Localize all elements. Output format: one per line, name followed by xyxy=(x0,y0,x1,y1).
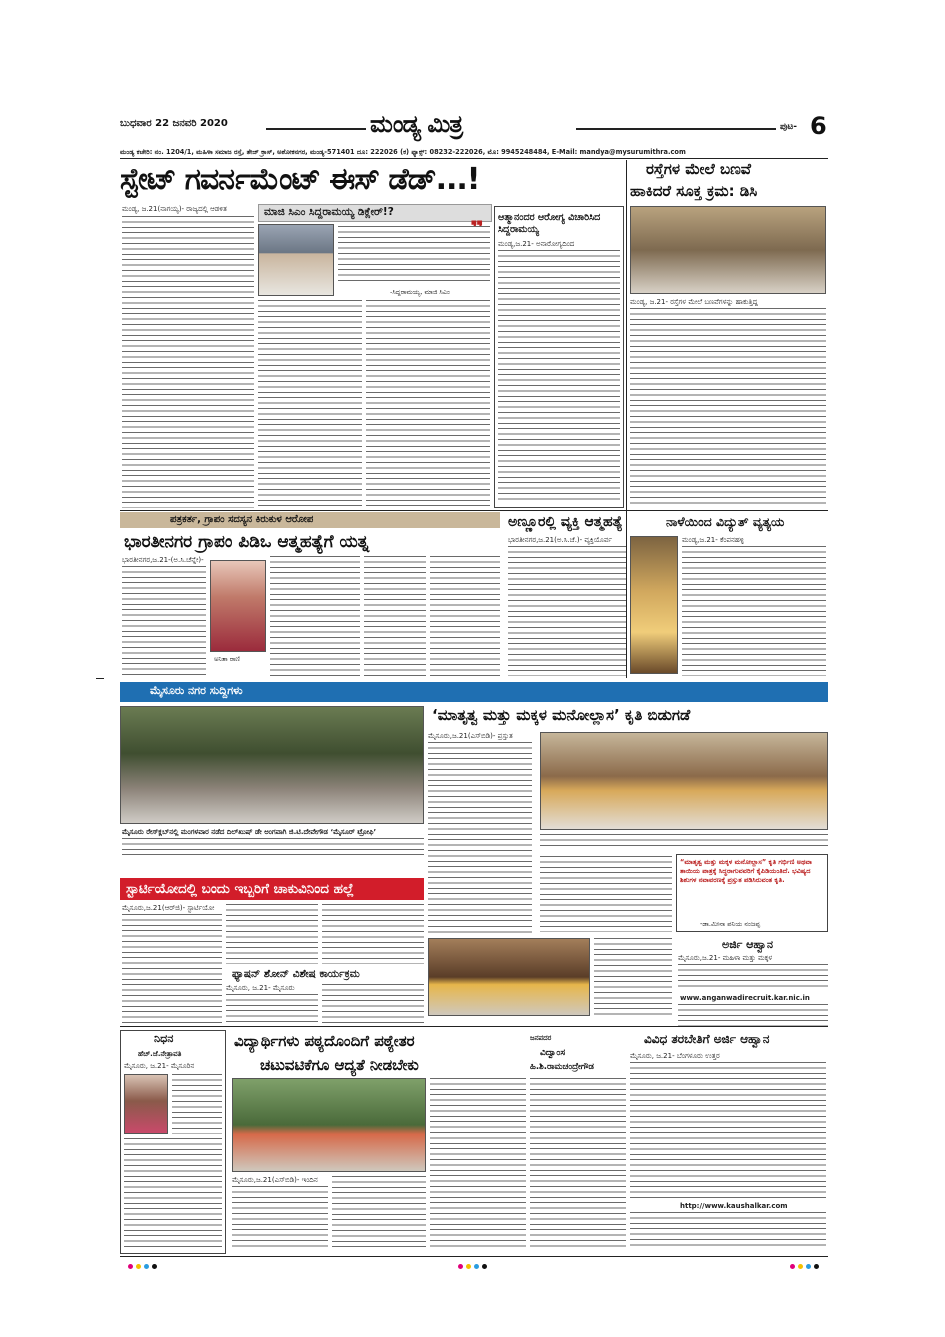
anitha-rani-photo xyxy=(210,560,266,652)
book-quote-text: “ಮಾತೃತ್ವ ಮತ್ತು ಮಕ್ಕಳ ಮನೋಲ್ಲಾಸ” ಕೃತಿ ಗರ್ಭಿಣಿ ಅಥವಾ ತಾಯಿಯ ಪಾತ್ರಕ್ಕೆ ಸಿದ್ಧರಾಗುವವರಿಗೆ ಕೈಪಿಡಿಯಂತಿದೆ. ಭವಿಷ್ಯದ ಶಿಶುಗಳ ನವಾವರಣಕ್ಕೆ ಪ್ರಸ್ತುತ ಪಡಿಸಿರುವಂತ ಕೃತಿ. xyxy=(680,858,812,884)
janapada-text xyxy=(530,1078,626,1250)
lead-headline: ಸ್ಟೇಟ್ ಗವರ್ನಮೆಂಟ್ ಈಸ್ ಡೆಡ್...! xyxy=(120,162,480,197)
janapada-label: ಜನಪದರ xyxy=(530,1034,552,1042)
book-dateline: ಮೈಸೂರು,ಜ.21(ಎಸ್‌ಬಿಡಿ)- ಪ್ರಸ್ತುತ xyxy=(428,732,513,740)
arji-text-2 xyxy=(678,1004,828,1026)
siddaramaiah-photo xyxy=(258,224,334,296)
lead-dateline: ಮಂಡ್ಯ, ಜ.21(ನಾಗಯ್ಯ)- ರಾಜ್ಯದಲ್ಲಿ ಆಡಳಿತ xyxy=(122,205,227,213)
dc-meeting-photo xyxy=(630,206,826,294)
newspaper-title: ಮಂಡ್ಯ ಮಿತ್ರ xyxy=(370,110,463,138)
issue-date: ಬುಧವಾರ 22 ಜನವರಿ 2020 xyxy=(120,118,228,129)
side-box-text xyxy=(498,250,620,502)
side-box-dateline: ಮಂಡ್ಯ,ಜ.21- ಅನಾರೋಗ್ಯದಿಂದ xyxy=(498,240,575,248)
power-headline: ನಾಳೆಯಿಂದ ವಿದ್ಯುತ್ ವ್ಯತ್ಯಯ xyxy=(666,514,785,529)
fashion-text-1 xyxy=(226,994,318,1024)
scholarship-text-2 xyxy=(630,1212,826,1250)
book-col-3-text xyxy=(428,926,532,934)
anitha-rani-caption: ಅನಿತಾ ರಾಣಿ xyxy=(214,655,241,663)
side-box-title: ಆತ್ಮಾನಂದರ ಆರೋಗ್ಯ ವಿಚಾರಿಸಿದ ಸಿದ್ದರಾಮಯ್ಯ xyxy=(498,212,601,235)
obituary-text-1 xyxy=(172,1074,222,1134)
stabbing-col-2-text xyxy=(226,904,318,964)
book-release-photo xyxy=(540,732,828,830)
masthead-rule-right xyxy=(576,128,776,130)
scholarship-text-1 xyxy=(630,1062,826,1200)
bharathi-col-2-text xyxy=(270,556,360,676)
bharathi-col-4-text xyxy=(430,556,500,676)
page-label: ಪುಟ- xyxy=(780,122,797,132)
students-photo xyxy=(232,1078,426,1172)
right-top-headline-2: ಹಾಕಿದರೆ ಸೂಕ್ತ ಕ್ರಮ: ಡಿಸಿ xyxy=(630,182,758,200)
rule-left-margin-mark xyxy=(96,678,104,679)
registration-dot-magenta xyxy=(128,1264,133,1269)
race-club-photo xyxy=(120,706,424,824)
arji-dateline: ಮೈಸೂರು,ಜ.21- ಮಹಿಳಾ ಮತ್ತು ಮಕ್ಕಳ xyxy=(678,954,773,962)
felicitation-caption-lines xyxy=(594,938,672,1016)
annanuru-headline: ಅಣ್ಣೂರಲ್ಲಿ ವ್ಯಕ್ತಿ ಆತ್ಮಹತ್ಯೆ xyxy=(508,514,623,530)
rule-mid-section xyxy=(120,1026,828,1027)
registration-dot-cyan xyxy=(144,1264,149,1269)
section-bar-title: ಮೈಸೂರು ನಗರ ಸುದ್ದಿಗಳು xyxy=(150,684,243,697)
stabbing-dateline: ಮೈಸೂರು,ಜ.21(ಆರ್‌ಜಿ)- ಸ್ಟಾರ್ಟಿಯೋ xyxy=(122,904,215,912)
fashion-dateline: ಮೈಸೂರು, ಜ.21- ಮೈಸೂರು xyxy=(226,984,295,992)
right-top-headline-1: ರಸ್ತೆಗಳ ಮೇಲೆ ಬಣವೆ xyxy=(646,160,752,178)
registration-dot-magenta-2 xyxy=(458,1264,463,1269)
students-headline-1: ವಿದ್ಯಾರ್ಥಿಗಳು ಪಠ್ಯದೊಂದಿಗೆ ಪಠ್ಯೇತರ xyxy=(234,1032,415,1050)
fashion-text-2 xyxy=(322,984,424,1024)
janapada-name-2: ಹಿ.ಶಿ.ರಾಮಚಂದ್ರೇಗೌಡ xyxy=(530,1062,594,1072)
obituary-name: ಹೆಚ್.ಜೆ.ನೇತ್ರಾವತಿ xyxy=(138,1050,182,1058)
book-col-1-text xyxy=(428,742,532,922)
power-tower-photo xyxy=(630,536,678,674)
registration-dot-yellow-3 xyxy=(798,1264,803,1269)
stabbing-col-1-text xyxy=(122,914,222,1024)
obituary-dateline: ಮೈಸೂರು, ಜ.21- ಮೈಸೂರಿನ xyxy=(124,1062,195,1070)
bharathi-kicker: ಪತ್ರಕರ್ತ, ಗ್ರಾಪಂ ಸದಸ್ಯನ ಕಿರುಕುಳ ಆರೋಪ xyxy=(170,514,314,525)
power-dateline: ಮಂಡ್ಯ,ಜ.21- ಕೆಂಪನಹಳ್ಳಿ xyxy=(682,536,745,544)
book-quote-byline: -ಡಾ.ಮೀನಾ ಪನಿಯ ನಂಜಪ್ಪ xyxy=(700,920,761,928)
bharathi-headline: ಭಾರತೀನಗರ ಗ್ರಾಪಂ ಪಿಡಿಒ ಆತ್ಮಹತ್ಯೆಗೆ ಯತ್ನ xyxy=(124,532,369,552)
arji-url: www.anganwadirecruit.kar.nic.in xyxy=(680,994,810,1002)
lead-col-3-text xyxy=(366,300,490,508)
fashion-headline: ಫ್ಯಾಷನ್ ಶೋನ್ ವಿಶೇಷ ಕಾರ್ಯಕ್ರಮ xyxy=(232,968,360,980)
power-text xyxy=(682,546,826,676)
registration-dot-black-2 xyxy=(482,1264,487,1269)
info-rule xyxy=(120,158,828,159)
masthead-rule-left xyxy=(266,128,366,130)
students-col-3-text xyxy=(430,1078,526,1250)
right-top-text xyxy=(630,308,826,506)
rule-col-right xyxy=(626,160,627,678)
janapada-name-1: ವಿದ್ವಾಂಸ xyxy=(540,1048,566,1058)
bharathi-dateline: ಭಾರತೀನಗರ,ಜ.21-(ಅ.ಸಿ.ಚೆನ್ನೇ)- xyxy=(122,556,204,564)
book-caption-lines xyxy=(540,834,828,850)
obituary-text-2 xyxy=(124,1138,222,1250)
annanuru-text xyxy=(508,546,626,676)
students-col-2-text xyxy=(332,1176,426,1250)
stabbing-col-3-text xyxy=(322,904,424,964)
lead-quote-byline: -ಸಿದ್ದರಾಮಯ್ಯ, ಮಾಜಿ ಸಿಎಂ xyxy=(390,288,450,296)
scholarship-dateline: ಮೈಸೂರು, ಜ.21- ಬೆಂಗಳೂರು ಉತ್ತರ xyxy=(630,1052,720,1060)
registration-dot-magenta-3 xyxy=(790,1264,795,1269)
students-dateline: ಮೈಸೂರು,ಜ.21(ಎಸ್‌ಬಿಡಿ)- ಇಂದಿನ xyxy=(232,1176,318,1184)
stabbing-headline: ಸ್ಟಾರ್ಟಿಯೋದಲ್ಲಿ ಬಂದು ಇಬ್ಬರಿಗೆ ಚಾಕುವಿನಿಂದ ಹಲ್ಲೆ xyxy=(126,881,354,897)
page-number: 6 xyxy=(810,112,827,140)
book-col-2-text xyxy=(540,856,672,932)
registration-dot-cyan-2 xyxy=(474,1264,479,1269)
race-club-caption-lines xyxy=(122,838,424,858)
right-top-dateline: ಮಂಡ್ಯ, ಜ.21- ರಸ್ತೆಗಳ ಮೇಲೆ ಬಣವೆಗಳನ್ನು ಹಾಕುತ್ತಿದ್ದ xyxy=(630,298,758,306)
arji-text-1 xyxy=(678,964,828,990)
registration-dot-black-3 xyxy=(814,1264,819,1269)
students-headline-2: ಚಟುವಟಿಕೆಗೂ ಆದ್ಯತೆ ನೀಡಬೇಕು xyxy=(260,1056,419,1074)
lead-quote-text xyxy=(338,226,490,284)
obituary-title: ನಿಧನ xyxy=(154,1032,174,1045)
race-club-caption: ಮೈಸೂರು ರೇಸ್‌ಕ್ಲಬ್‌ನಲ್ಲಿ ಮಂಗಳವಾರ ನಡೆದ ದಿಲ್‌ಖುಷ್ ಡೇ ಅಂಗವಾಗಿ ಜಿ.ಟಿ.ದೇವೇಗೌಡ ‘ಮೈಸೂರ್ ಟ್ರೋಫಿ’ xyxy=(122,828,377,836)
scholarship-headline: ವಿವಿಧ ತರಬೇತಿಗೆ ಅರ್ಜಿ ಆಹ್ವಾನ xyxy=(644,1032,770,1046)
arji-headline: ಅರ್ಜಿ ಆಹ್ವಾನ xyxy=(722,938,774,951)
felicitation-photo xyxy=(428,938,590,1016)
book-headline: ‘ಮಾತೃತ್ವ ಮತ್ತು ಮಕ್ಕಳ ಮನೋಲ್ಲಾಸ’ ಕೃತಿ ಬಿಡುಗಡೆ xyxy=(432,706,691,724)
office-info-line: ಮಂಡ್ಯ ಕಚೇರಿ: ನಂ. 1204/1, ಮಹಿಳಾ ಸಮಾಜ ರಸ್ತೆ, ತೇಜ್ ಕ್ರಾಸ್, ಅಶೋಕನಗರ, ಮಂಡ್ಯ-571401 ದೂ: 222026 (ಕ) ಫ್ಯಾಕ್ಸ್: 08232-222026, ಮೊ: 9945248484, E-Mail: mandya@mysurumithra.com xyxy=(120,148,686,156)
registration-dot-black xyxy=(152,1264,157,1269)
rule-bottom xyxy=(120,1256,828,1257)
obituary-photo xyxy=(124,1074,168,1134)
bharathi-col-3-text xyxy=(364,556,426,676)
annanuru-dateline: ಭಾರತೀನಗರ,ಜ.21(ಅ.ಸಿ.ಚೆ.)- ವ್ಯಕ್ತಿಯೊರ್ವ xyxy=(508,536,612,544)
registration-dot-yellow xyxy=(136,1264,141,1269)
registration-dot-cyan-3 xyxy=(806,1264,811,1269)
rule-lead-bottom xyxy=(120,510,828,511)
registration-dot-yellow-2 xyxy=(466,1264,471,1269)
scholarship-url: http://www.kaushalkar.com xyxy=(680,1202,788,1210)
lead-col-1-text xyxy=(122,216,254,508)
students-col-1-text xyxy=(232,1186,328,1250)
lead-kicker: ಮಾಜಿ ಸಿಎಂ ಸಿದ್ದರಾಮಯ್ಯ ಡಿಕ್ಲೇರ್!? xyxy=(264,206,394,218)
lead-col-2-text xyxy=(258,300,362,508)
bharathi-col-1-text xyxy=(122,566,206,676)
